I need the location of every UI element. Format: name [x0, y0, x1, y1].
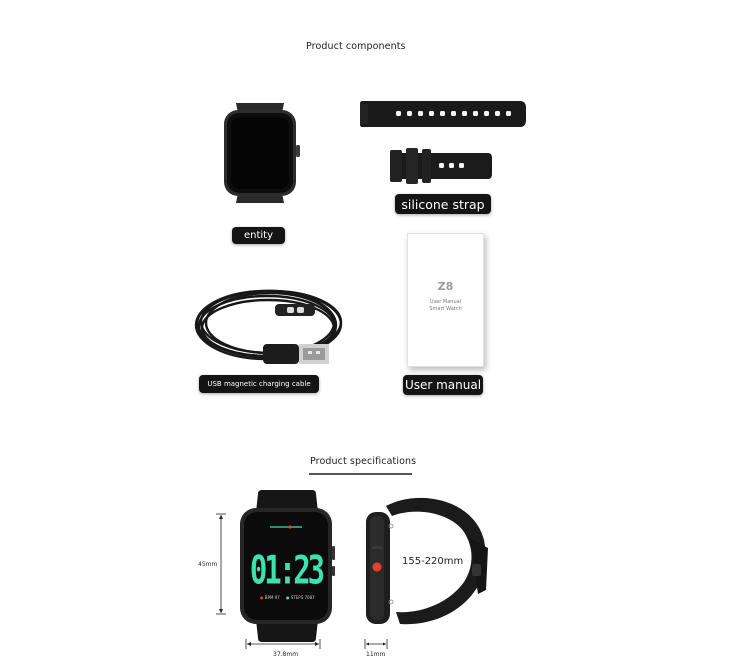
watch-time-display: 01:23: [249, 546, 323, 593]
manual-line1: User Manual: [429, 299, 462, 305]
width-dimension-line: [245, 638, 321, 650]
watch-bpm-text: BPM 97: [264, 595, 280, 600]
components-title: Product components: [306, 41, 406, 52]
label-user-manual: User manual: [403, 375, 483, 395]
label-usb-cable: USB magnetic charging cable: [199, 375, 319, 393]
height-label: 45mm: [198, 561, 218, 568]
usb-cable-image: [193, 286, 345, 370]
thickness-dimension-line: [364, 638, 388, 650]
manual-line2: Smart Watch: [429, 306, 462, 312]
short-strap-image: [388, 146, 494, 186]
watch-front-spec-image: [236, 490, 336, 642]
manual-model: Z8: [437, 280, 454, 293]
specs-title-underline: [309, 473, 412, 475]
watch-steps-text: STEPS 7087: [290, 595, 315, 600]
watch-steps: ● STEPS 7087: [286, 595, 315, 600]
width-label: 37.8mm: [273, 651, 299, 658]
label-silicone-strap: silicone strap: [395, 194, 491, 214]
user-manual-image: [407, 233, 484, 367]
long-strap-image: [358, 98, 528, 130]
thickness-label: 11mm: [366, 651, 386, 658]
watch-entity-image: [218, 101, 302, 205]
strap-range-label: 155-220mm: [402, 556, 464, 567]
watch-bpm: ● BPM 97: [260, 595, 280, 600]
specs-title: Product specifications: [310, 456, 417, 467]
label-entity: entity: [232, 227, 285, 244]
